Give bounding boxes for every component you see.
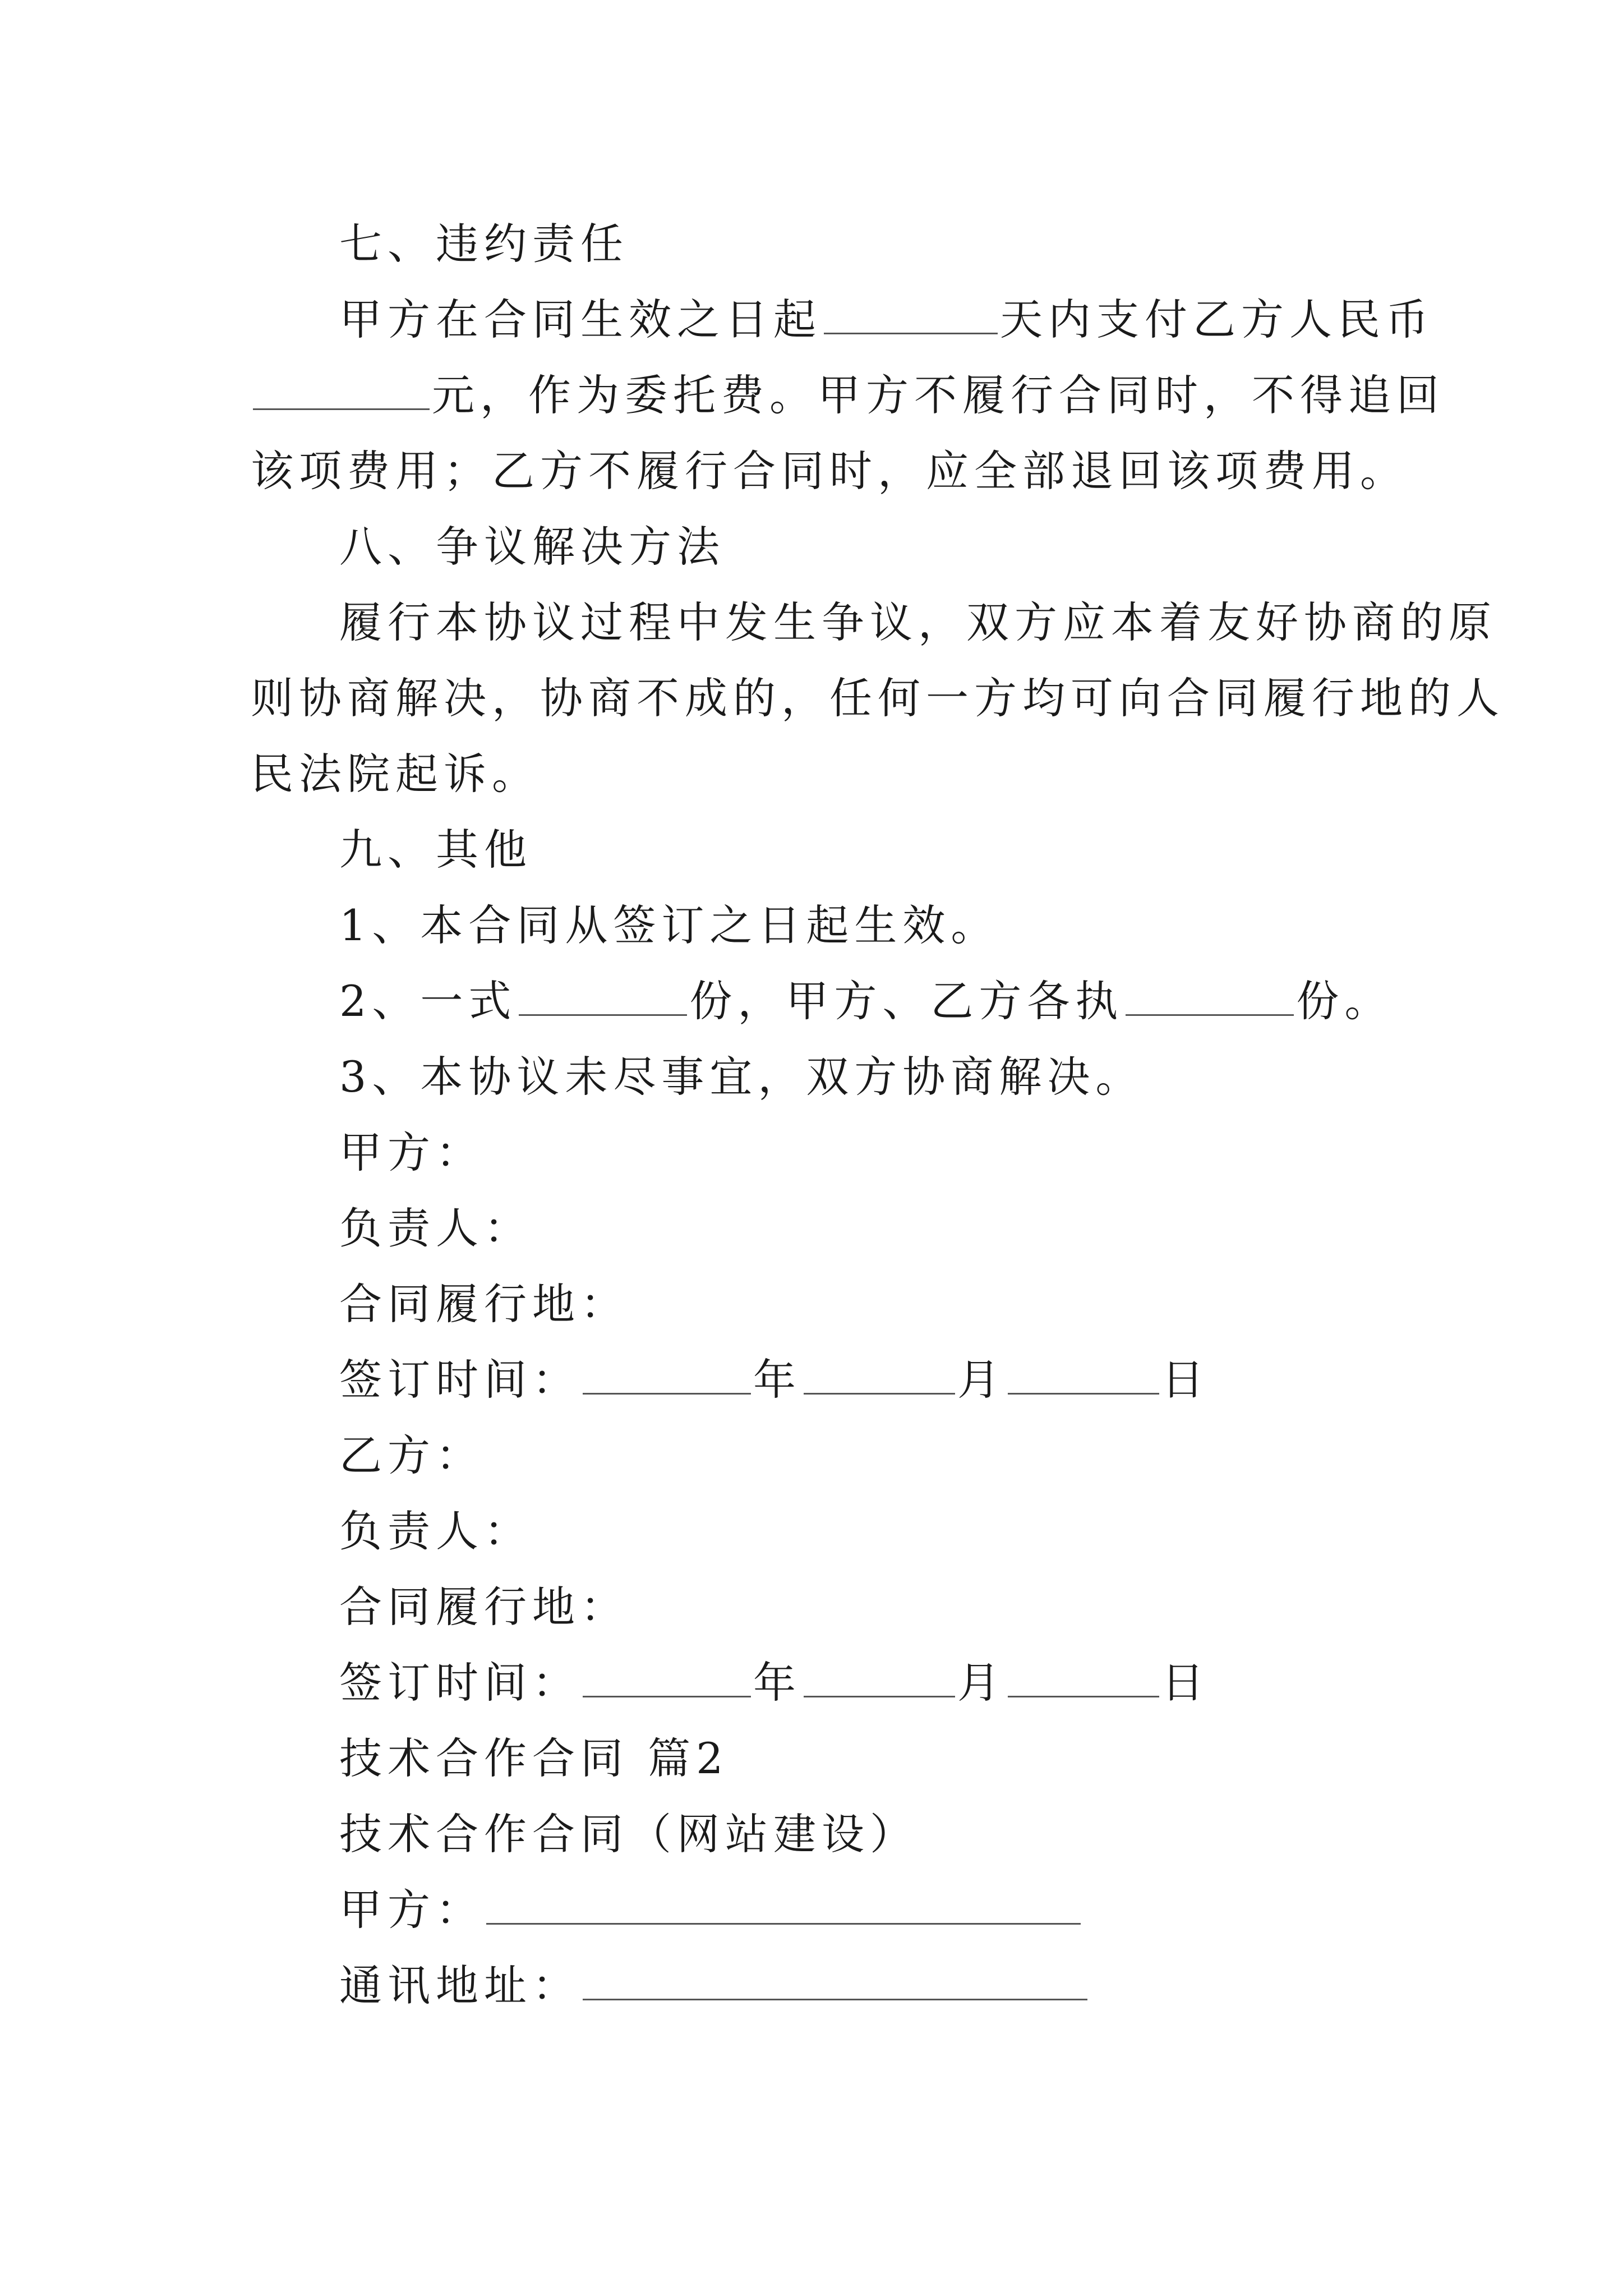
- part-2-party-a: [339, 1876, 1083, 1944]
- section-9-heading: 九、其他: [339, 825, 532, 875]
- section-9-item-2: [339, 968, 1393, 1035]
- section-7-para-line-3: 该项费用；乙方不履行合同时，应全部退回该项费用。: [251, 446, 1408, 496]
- section-9-item-3: 3、本协议未尽事宜，双方协商解决。: [339, 1052, 1144, 1102]
- text: 日: [1161, 1355, 1210, 1405]
- days-blank: [824, 291, 998, 334]
- party-a-responsible: 负责人：: [339, 1203, 532, 1253]
- section-8-heading: 八、争议解决方法: [339, 522, 725, 572]
- text: 份。: [1296, 976, 1393, 1026]
- section-8-para-line-2: 则协商解决，协商不成的，任何一方均可向合同履行地的人: [251, 673, 1505, 723]
- party-a-sign-date: [339, 1346, 1210, 1414]
- text: 年: [753, 1355, 801, 1405]
- text: 元，作为委托费。甲方不履行合同时，不得追回: [432, 370, 1445, 420]
- copies-each-blank: [1126, 973, 1294, 1016]
- section-7-heading: 七、违约责任: [339, 219, 629, 269]
- day-blank: [1008, 1654, 1159, 1697]
- text: 签订时间：: [339, 1355, 580, 1405]
- address-blank: [583, 1957, 1087, 2000]
- text: 甲方在合同生效之日起: [339, 295, 822, 344]
- section-7-para-line-1: [339, 286, 1434, 353]
- text: 2、一式: [339, 976, 517, 1026]
- part-2-subtitle: 技术合作合同（网站建设）: [339, 1809, 918, 1859]
- party-b-label: 乙方：: [339, 1430, 484, 1480]
- month-blank: [804, 1654, 955, 1697]
- text: 甲方：: [339, 1885, 484, 1935]
- section-9-item-1: 1、本合同从签订之日起生效。: [339, 900, 999, 950]
- party-b-place: 合同履行地：: [339, 1582, 629, 1632]
- party-a-blank: [486, 1881, 1081, 1925]
- year-blank: [583, 1351, 751, 1395]
- text: 月: [957, 1355, 1006, 1405]
- party-a-place: 合同履行地：: [339, 1279, 629, 1329]
- part-2-address: [339, 1952, 1090, 2019]
- text: 日: [1161, 1658, 1210, 1708]
- part-2-title: 技术合作合同 篇2: [339, 1733, 729, 1783]
- day-blank: [1008, 1351, 1159, 1395]
- year-blank: [583, 1654, 751, 1697]
- text: 月: [957, 1658, 1006, 1708]
- section-8-para-line-3: 民法院起诉。: [251, 749, 540, 799]
- text: 年: [753, 1658, 801, 1708]
- copies-blank: [519, 973, 687, 1016]
- section-7-para-line-2: [251, 362, 1445, 429]
- text: 份，甲方、乙方各执: [689, 976, 1124, 1026]
- party-a-label: 甲方：: [339, 1128, 484, 1177]
- amount-blank: [253, 367, 430, 410]
- party-b-responsible: 负责人：: [339, 1506, 532, 1556]
- section-8-para-line-1: 履行本协议过程中发生争议，双方应本着友好协商的原: [339, 597, 1497, 647]
- month-blank: [804, 1351, 955, 1395]
- party-b-sign-date: [339, 1649, 1210, 1717]
- text: 通讯地址：: [339, 1961, 580, 2010]
- text: 天内支付乙方人民币: [1000, 295, 1434, 344]
- text: 签订时间：: [339, 1658, 580, 1708]
